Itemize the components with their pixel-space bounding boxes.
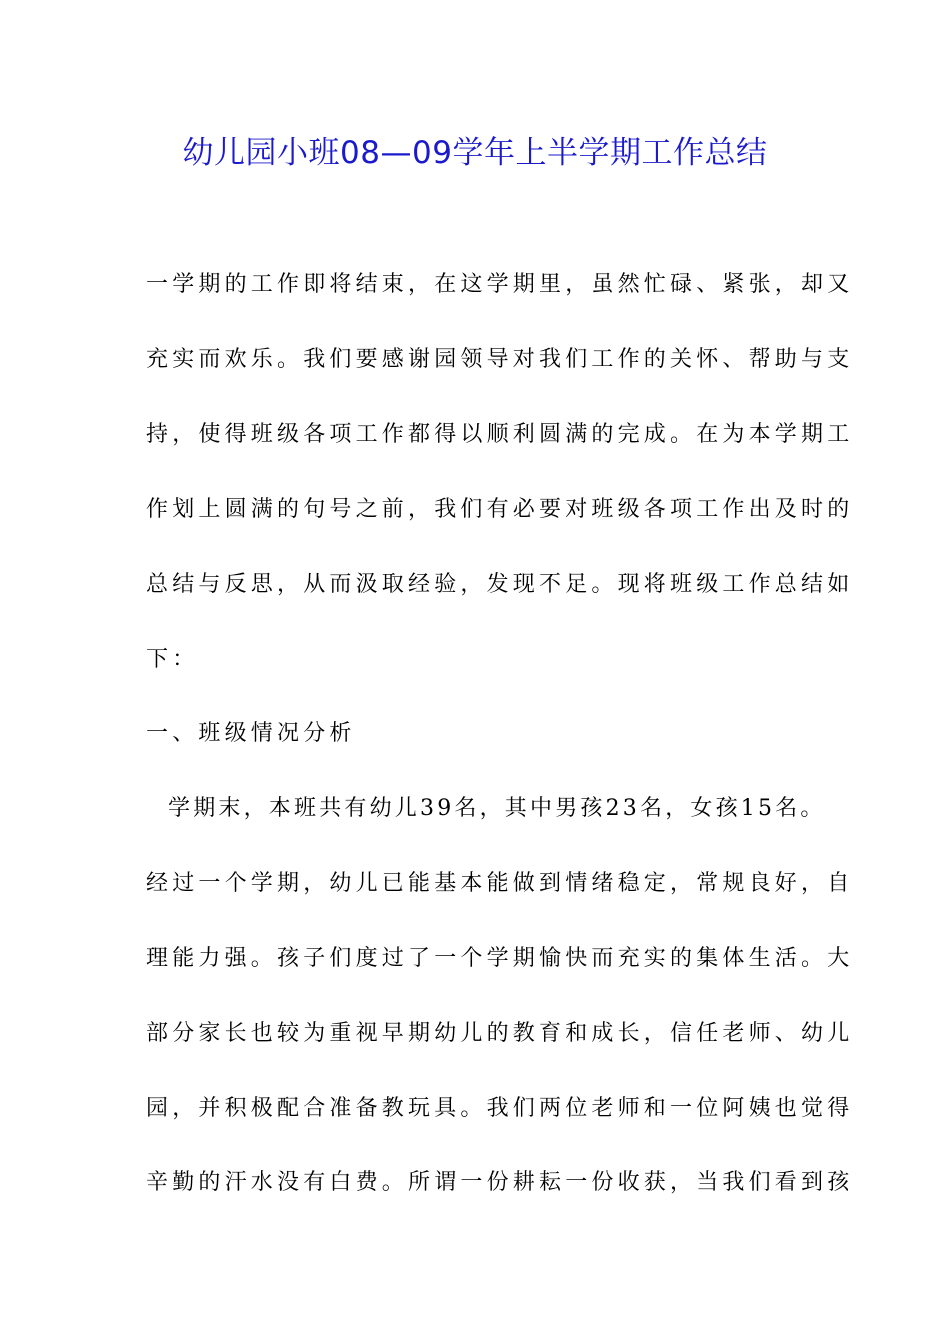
paragraph-line: 作划上圆满的句号之前，我们有必要对班级各项工作出及时的 bbox=[146, 497, 854, 522]
paragraph-line: 经过一个学期，幼儿已能基本能做到情绪稳定，常规良好，自 bbox=[146, 871, 854, 896]
paragraph-line: 总结与反思，从而汲取经验，发现不足。现将班级工作总结如 bbox=[146, 572, 854, 597]
paragraph-line: 理能力强。孩子们度过了一个学期愉快而充实的集体生活。大 bbox=[146, 946, 854, 971]
paragraph-line: 学期末，本班共有幼儿39名，其中男孩23名，女孩15名。 bbox=[168, 796, 826, 821]
paragraph-line: 一学期的工作即将结束，在这学期里，虽然忙碌、紧张，却又 bbox=[146, 272, 854, 297]
section-heading: 一、班级情况分析 bbox=[146, 721, 356, 746]
paragraph-line: 充实而欢乐。我们要感谢园领导对我们工作的关怀、帮助与支 bbox=[146, 347, 854, 372]
paragraph-line: 部分家长也较为重视早期幼儿的教育和成长，信任老师、幼儿 bbox=[146, 1021, 854, 1046]
paragraph-line: 辛勤的汗水没有白费。所谓一份耕耘一份收获，当我们看到孩 bbox=[146, 1170, 854, 1195]
paragraph-line: 下： bbox=[146, 647, 199, 672]
paragraph-line: 持，使得班级各项工作都得以顺利圆满的完成。在为本学期工 bbox=[146, 422, 854, 447]
paragraph-line: 园，并积极配合准备教玩具。我们两位老师和一位阿姨也觉得 bbox=[146, 1096, 854, 1121]
document-title: 幼儿园小班08—09学年上半学期工作总结 bbox=[182, 135, 768, 171]
